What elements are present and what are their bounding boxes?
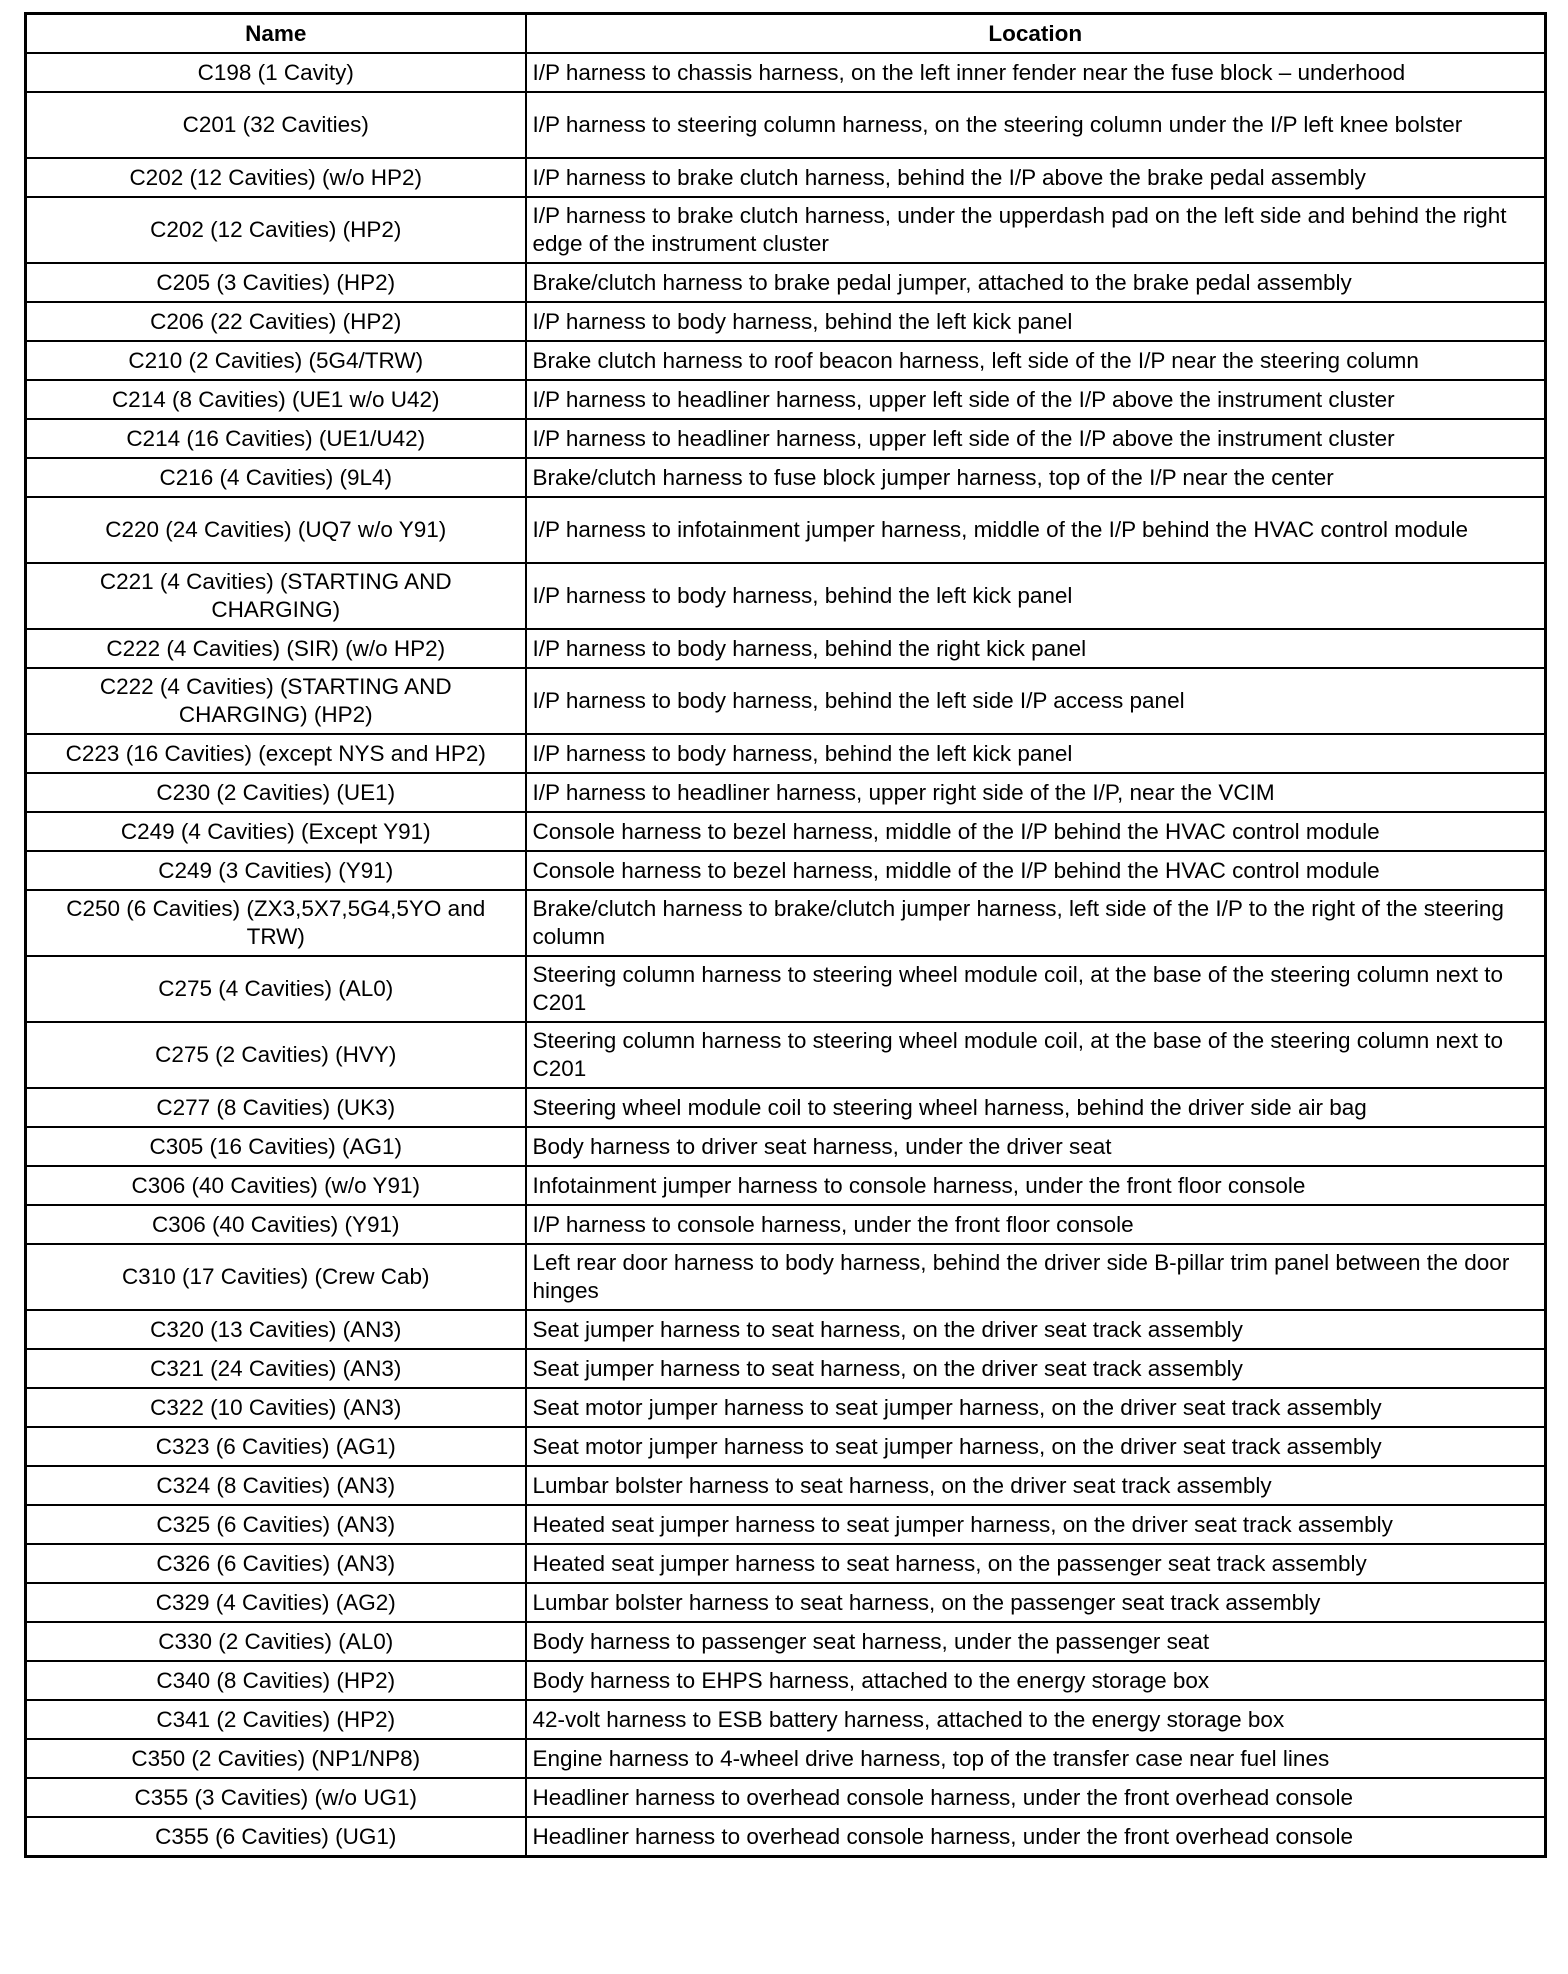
table-row [26,1310,1546,1349]
connector-name-cell: C221 (4 Cavities) (STARTING AND CHARGING) [26,563,526,629]
connector-location-cell: Headliner harness to overhead console harness, under the front overhead console [526,1778,1546,1817]
connector-name-cell: C350 (2 Cavities) (NP1/NP8) [26,1739,526,1778]
table-row [26,956,1546,1022]
table-row [26,1544,1546,1583]
connector-location-cell: Body harness to driver seat harness, under the driver seat [526,1127,1546,1166]
table-row [26,1127,1546,1166]
connector-name-cell: C323 (6 Cavities) (AG1) [26,1427,526,1466]
connector-location-cell: I/P harness to steering column harness, on the steering column under the I/P left knee bolster [526,92,1546,158]
connector-name-cell: C305 (16 Cavities) (AG1) [26,1127,526,1166]
table-row [26,1778,1546,1817]
connector-name-cell: C222 (4 Cavities) (STARTING AND CHARGING) (HP2) [26,668,526,734]
table-row [26,1817,1546,1857]
connector-location-cell: Seat motor jumper harness to seat jumper harness, on the driver seat track assembly [526,1388,1546,1427]
table-row [26,629,1546,668]
table-row [26,1205,1546,1244]
connector-location-cell: Brake clutch harness to roof beacon harness, left side of the I/P near the steering column [526,341,1546,380]
connector-location-cell: I/P harness to brake clutch harness, behind the I/P above the brake pedal assembly [526,158,1546,197]
table-row [26,563,1546,629]
table-row [26,263,1546,302]
connector-location-cell: Seat motor jumper harness to seat jumper harness, on the driver seat track assembly [526,1427,1546,1466]
connector-location-cell: I/P harness to body harness, behind the left kick panel [526,302,1546,341]
table-row [26,419,1546,458]
connector-name-cell: C223 (16 Cavities) (except NYS and HP2) [26,734,526,773]
table-row [26,1466,1546,1505]
connector-location-cell: I/P harness to headliner harness, upper left side of the I/P above the instrument cluster [526,419,1546,458]
connector-location-cell: I/P harness to body harness, behind the left side I/P access panel [526,668,1546,734]
table-row [26,668,1546,734]
connector-name-cell: C275 (2 Cavities) (HVY) [26,1022,526,1088]
connector-name-cell: C324 (8 Cavities) (AN3) [26,1466,526,1505]
table-row [26,341,1546,380]
table-row [26,1244,1546,1310]
connector-name-cell: C198 (1 Cavity) [26,53,526,92]
connector-location-cell: Body harness to passenger seat harness, under the passenger seat [526,1622,1546,1661]
connector-name-cell: C220 (24 Cavities) (UQ7 w/o Y91) [26,497,526,563]
table-row [26,158,1546,197]
location-column-header: Location [526,14,1546,54]
table-row [26,1388,1546,1427]
table-row [26,197,1546,263]
connector-location-cell: Headliner harness to overhead console harness, under the front overhead console [526,1817,1546,1857]
table-row [26,380,1546,419]
connector-name-cell: C329 (4 Cavities) (AG2) [26,1583,526,1622]
table-row [26,458,1546,497]
connector-location-cell: Brake/clutch harness to fuse block jumper harness, top of the I/P near the center [526,458,1546,497]
table-row [26,851,1546,890]
table-body [26,53,1546,1857]
connector-name-cell: C250 (6 Cavities) (ZX3,5X7,5G4,5YO and TRW) [26,890,526,956]
table-row [26,1505,1546,1544]
connector-location-cell: Lumbar bolster harness to seat harness, on the driver seat track assembly [526,1466,1546,1505]
table-row [26,734,1546,773]
connector-name-cell: C249 (4 Cavities) (Except Y91) [26,812,526,851]
table-row [26,812,1546,851]
connector-location-table [24,12,1547,1858]
connector-location-cell: Steering column harness to steering wheel module coil, at the base of the steering column next to C201 [526,1022,1546,1088]
connector-name-cell: C325 (6 Cavities) (AN3) [26,1505,526,1544]
connector-location-cell: I/P harness to brake clutch harness, under the upperdash pad on the left side and behind the right edge of the instrument cluster [526,197,1546,263]
connector-location-cell: I/P harness to body harness, behind the left kick panel [526,563,1546,629]
connector-location-cell: I/P harness to headliner harness, upper right side of the I/P, near the VCIM [526,773,1546,812]
connector-name-cell: C214 (16 Cavities) (UE1/U42) [26,419,526,458]
connector-name-cell: C310 (17 Cavities) (Crew Cab) [26,1244,526,1310]
connector-name-cell: C202 (12 Cavities) (w/o HP2) [26,158,526,197]
connector-location-cell: Console harness to bezel harness, middle of the I/P behind the HVAC control module [526,812,1546,851]
connector-name-cell: C277 (8 Cavities) (UK3) [26,1088,526,1127]
connector-location-cell: Seat jumper harness to seat harness, on the driver seat track assembly [526,1310,1546,1349]
table-row [26,1088,1546,1127]
connector-location-cell: Brake/clutch harness to brake pedal jumper, attached to the brake pedal assembly [526,263,1546,302]
connector-location-cell: I/P harness to body harness, behind the left kick panel [526,734,1546,773]
connector-name-cell: C214 (8 Cavities) (UE1 w/o U42) [26,380,526,419]
connector-name-cell: C205 (3 Cavities) (HP2) [26,263,526,302]
table-row [26,1022,1546,1088]
table-row [26,1622,1546,1661]
connector-name-cell: C355 (3 Cavities) (w/o UG1) [26,1778,526,1817]
connector-name-cell: C320 (13 Cavities) (AN3) [26,1310,526,1349]
table-row [26,302,1546,341]
connector-location-cell: Seat jumper harness to seat harness, on the driver seat track assembly [526,1349,1546,1388]
connector-name-cell: C249 (3 Cavities) (Y91) [26,851,526,890]
table-row [26,1661,1546,1700]
connector-name-cell: C210 (2 Cavities) (5G4/TRW) [26,341,526,380]
connector-location-cell: I/P harness to chassis harness, on the left inner fender near the fuse block – underhood [526,53,1546,92]
name-column-header: Name [26,14,526,54]
connector-name-cell: C275 (4 Cavities) (AL0) [26,956,526,1022]
connector-name-cell: C201 (32 Cavities) [26,92,526,158]
connector-location-cell: Left rear door harness to body harness, behind the driver side B-pillar trim panel between the door hinges [526,1244,1546,1310]
table-row [26,1739,1546,1778]
table-row [26,773,1546,812]
connector-name-cell: C202 (12 Cavities) (HP2) [26,197,526,263]
connector-name-cell: C321 (24 Cavities) (AN3) [26,1349,526,1388]
connector-location-cell: 42-volt harness to ESB battery harness, attached to the energy storage box [526,1700,1546,1739]
connector-name-cell: C322 (10 Cavities) (AN3) [26,1388,526,1427]
table-row [26,497,1546,563]
connector-location-cell: Engine harness to 4-wheel drive harness, top of the transfer case near fuel lines [526,1739,1546,1778]
header-row [26,14,1546,54]
connector-location-cell: Brake/clutch harness to brake/clutch jumper harness, left side of the I/P to the right of the steering column [526,890,1546,956]
connector-location-cell: Lumbar bolster harness to seat harness, on the passenger seat track assembly [526,1583,1546,1622]
table-row [26,1166,1546,1205]
connector-name-cell: C341 (2 Cavities) (HP2) [26,1700,526,1739]
connector-name-cell: C222 (4 Cavities) (SIR) (w/o HP2) [26,629,526,668]
table-row [26,1700,1546,1739]
connector-name-cell: C306 (40 Cavities) (w/o Y91) [26,1166,526,1205]
table-row [26,890,1546,956]
table-row [26,1427,1546,1466]
connector-name-cell: C330 (2 Cavities) (AL0) [26,1622,526,1661]
connector-name-cell: C230 (2 Cavities) (UE1) [26,773,526,812]
connector-name-cell: C306 (40 Cavities) (Y91) [26,1205,526,1244]
connector-location-cell: I/P harness to headliner harness, upper left side of the I/P above the instrument cluster [526,380,1546,419]
connector-location-cell: Heated seat jumper harness to seat jumper harness, on the driver seat track assembly [526,1505,1546,1544]
connector-name-cell: C206 (22 Cavities) (HP2) [26,302,526,341]
connector-location-cell: Steering column harness to steering wheel module coil, at the base of the steering column next to C201 [526,956,1546,1022]
connector-location-cell: Body harness to EHPS harness, attached to the energy storage box [526,1661,1546,1700]
table-row [26,92,1546,158]
connector-location-cell: Steering wheel module coil to steering wheel harness, behind the driver side air bag [526,1088,1546,1127]
connector-name-cell: C326 (6 Cavities) (AN3) [26,1544,526,1583]
table-row [26,1349,1546,1388]
table-row [26,1583,1546,1622]
table-row [26,53,1546,92]
connector-name-cell: C340 (8 Cavities) (HP2) [26,1661,526,1700]
connector-name-cell: C355 (6 Cavities) (UG1) [26,1817,526,1857]
connector-location-cell: I/P harness to body harness, behind the right kick panel [526,629,1546,668]
connector-name-cell: C216 (4 Cavities) (9L4) [26,458,526,497]
connector-location-cell: Infotainment jumper harness to console harness, under the front floor console [526,1166,1546,1205]
connector-location-cell: I/P harness to infotainment jumper harness, middle of the I/P behind the HVAC control module [526,497,1546,563]
connector-location-table-wrapper [24,12,1544,1858]
connector-location-cell: I/P harness to console harness, under the front floor console [526,1205,1546,1244]
connector-location-cell: Heated seat jumper harness to seat harness, on the passenger seat track assembly [526,1544,1546,1583]
connector-location-cell: Console harness to bezel harness, middle of the I/P behind the HVAC control module [526,851,1546,890]
